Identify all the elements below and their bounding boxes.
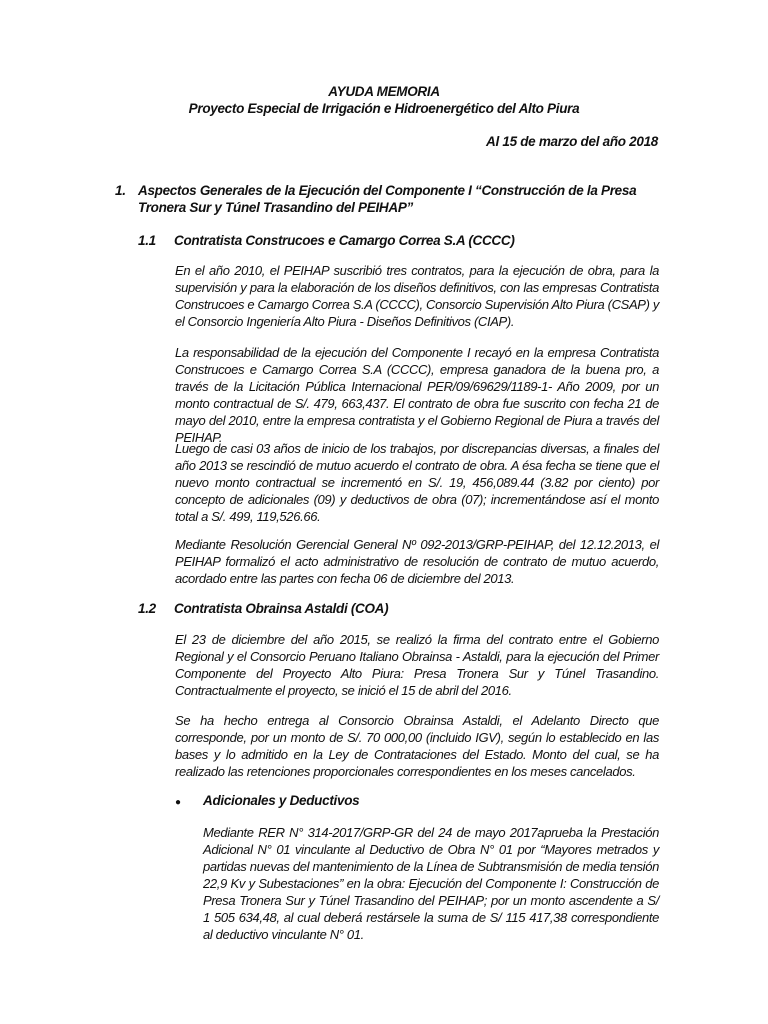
document-date: Al 15 de marzo del año 2018 [486,134,658,149]
subsection-1-1-number: 1.1 [138,233,156,248]
paragraph-1-2-a: El 23 de diciembre del año 2015, se realizó la firma del contrato entre el Gobierno Regional y el Consorcio Peruano Italiano Obrainsa - Astaldi, para la ejecución del Primer Componente del Proyecto Alto Piura: Presa Tronera Sur y Túnel Trasandino. Contractualmente el proyecto, se inició el 15 de abril del 2016. [175,632,659,698]
subsection-1-2-number: 1.2 [138,601,156,616]
subsection-1-1-heading [138,233,515,248]
bullet-icon: ● [175,797,181,808]
bullet-adicionales-title: Adicionales y Deductivos [203,793,360,808]
section-1-title: Aspectos Generales de la Ejecución del Componente I “Construcción de la Presa Tronera Sur y Túnel Trasandino del PEIHAP” [138,183,637,215]
paragraph-1-1-b: La responsabilidad de la ejecución del Componente I recayó en la empresa Contratista Construcoes e Camargo Correa S.A (CCCC), empresa ganadora de la buena pro, a través de la Licitación Pública Internacional PER/09/69629/1189-1- Año 2009, por un monto contractual de S/. 479, 663,437. El contrato de obra fue suscrito con fecha 21 de mayo del 2010, entre la empresa contratista y el Gobierno Regional de Piura a través del PEIHAP. [175,345,659,445]
subsection-1-2-title: Contratista Obrainsa Astaldi (COA) [174,601,389,616]
document-title: AYUDA MEMORIA [328,84,440,99]
paragraph-1-1-c: Luego de casi 03 años de inicio de los trabajos, por discrepancias diversas, a finales del año 2013 se rescindió de mutuo acuerdo el contrato de obra. A ésa fecha se tiene que el nuevo monto contractual se incrementó en S/. 19, 456,089.44 (3.82 por ciento) por concepto de adicionales (09) y deductivos de obra (07); incrementándose así el monto total a S/. 499, 119,526.66. [175,441,659,524]
document-subtitle: Proyecto Especial de Irrigación e Hidroenergético del Alto Piura [188,101,580,116]
subsection-1-2-heading [138,601,388,616]
section-1-number: 1. [115,183,126,198]
paragraph-adicionales: Mediante RER N° 314-2017/GRP-GR del 24 de mayo 2017aprueba la Prestación Adicional N° 01 vinculante al Deductivo de Obra N° 01 por “Mayores metrados y partidas nuevas del mantenimiento de la Línea de Subtransmisión de media tensión 22,9 Kv y Subestaciones” en la obra: Ejecución del Componente I: Construcción de Presa Tronera Sur y Túnel Trasandino del PEIHAP; por un monto ascendente a S/ 1 505 634,48, al cual deberá restársele la suma de S/ 115 417,38 correspondiente al deductivo vinculante N° 01. [203,825,659,942]
paragraph-1-1-d: Mediante Resolución Gerencial General Nº 092-2013/GRP-PEIHAP, del 12.12.2013, el PEIHAP formalizó el acto administrativo de resolución de contrato de mutuo acuerdo, acordado entre las partes con fecha 06 de diciembre del 2013. [175,537,659,586]
paragraph-1-2-b: Se ha hecho entrega al Consorcio Obrainsa Astaldi, el Adelanto Directo que corresponde, por un monto de S/. 70 000,00 (incluido IGV), según lo establecido en las bases y lo admitido en la Ley de Contrataciones del Estado. Monto del cual, se ha realizado las retenciones proporcionales correspondientes en los meses cancelados. [175,713,659,779]
paragraph-1-1-a: En el año 2010, el PEIHAP suscribió tres contratos, para la ejecución de obra, para la supervisión y para la elaboración de los diseños definitivos, con las empresas Contratista Construcoes e Camargo Correa S.A (CCCC), Consorcio Supervisión Alto Piura (CSAP) y el Consorcio Ingeniería Alto Piura - Diseños Definitivos (CIAP). [175,263,660,329]
bullet-adicionales-heading [175,793,359,808]
section-1-heading [115,182,665,216]
subsection-1-1-title: Contratista Construcoes e Camargo Correa S.A (CCCC) [174,233,515,248]
